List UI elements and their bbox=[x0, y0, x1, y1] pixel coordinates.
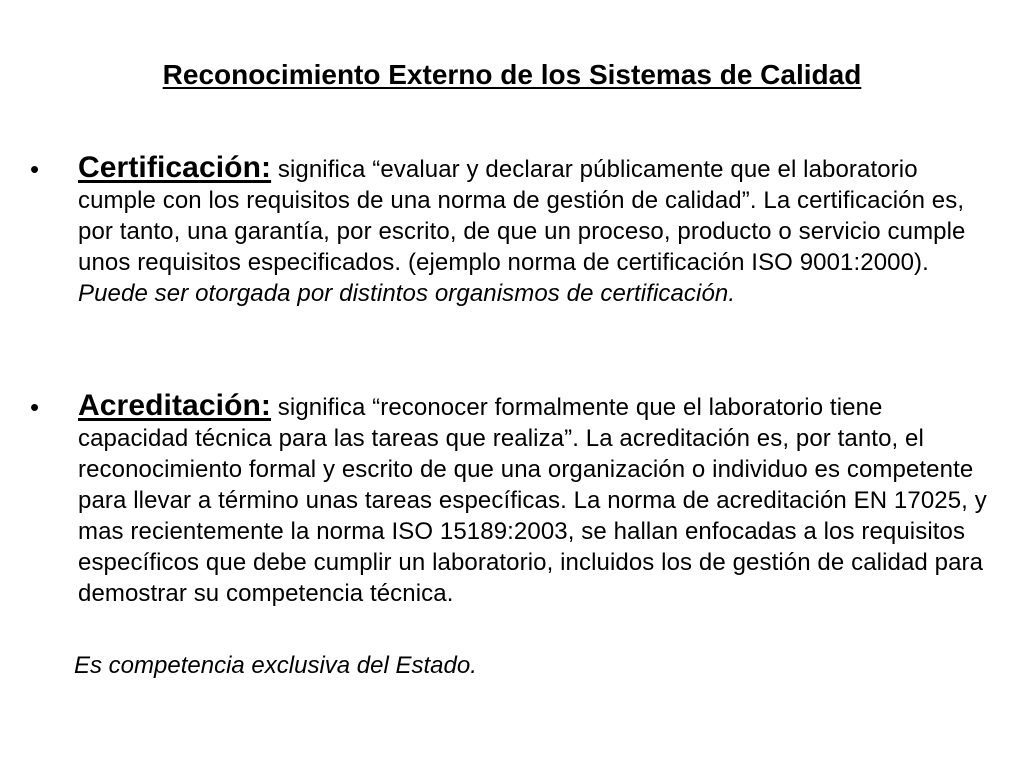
bullet-dot-icon: • bbox=[30, 392, 40, 422]
bullet-acreditacion bbox=[30, 390, 990, 609]
bullet-text bbox=[78, 390, 990, 609]
closing-note: Es competencia exclusiva del Estado. bbox=[74, 652, 477, 679]
bullet-dot-icon: • bbox=[30, 154, 40, 184]
bullet-text bbox=[78, 152, 990, 309]
bullet-certificacion bbox=[30, 152, 990, 309]
term-certificacion: Certificación: bbox=[78, 151, 272, 184]
term-acreditacion: Acreditación: bbox=[78, 389, 272, 422]
note-certificacion: Puede ser otorgada por distintos organismos de certificación. bbox=[78, 280, 736, 307]
slide-title: Reconocimiento Externo de los Sistemas de Calidad bbox=[162, 59, 862, 90]
bullet-row bbox=[30, 152, 990, 309]
definition-certificacion: significa “evaluar y declarar públicamente que el laboratorio cumple con los requisitos de una norma de gestión de calidad”. La certificación es, por tanto, una garantía, por escrito, de que un proceso, producto o servicio cumple unos requisitos especificados. (ejemplo norma de certificación ISO 9001:2000). bbox=[78, 156, 966, 276]
definition-acreditacion: significa “reconocer formalmente que el laboratorio tiene capacidad técnica para las tareas que realiza”. La acreditación es, por tanto, el reconocimiento formal y escrito de que una organización o individuo es competente para llevar a término unas tareas específicas. La norma de acreditación EN 17025, y mas recientemente la norma ISO 15189:2003, se hallan enfocadas a los requisitos específicos que debe cumplir un laboratorio, incluidos los de gestión de calidad para demostrar su competencia técnica. bbox=[78, 394, 987, 607]
bullet-row bbox=[30, 390, 990, 609]
